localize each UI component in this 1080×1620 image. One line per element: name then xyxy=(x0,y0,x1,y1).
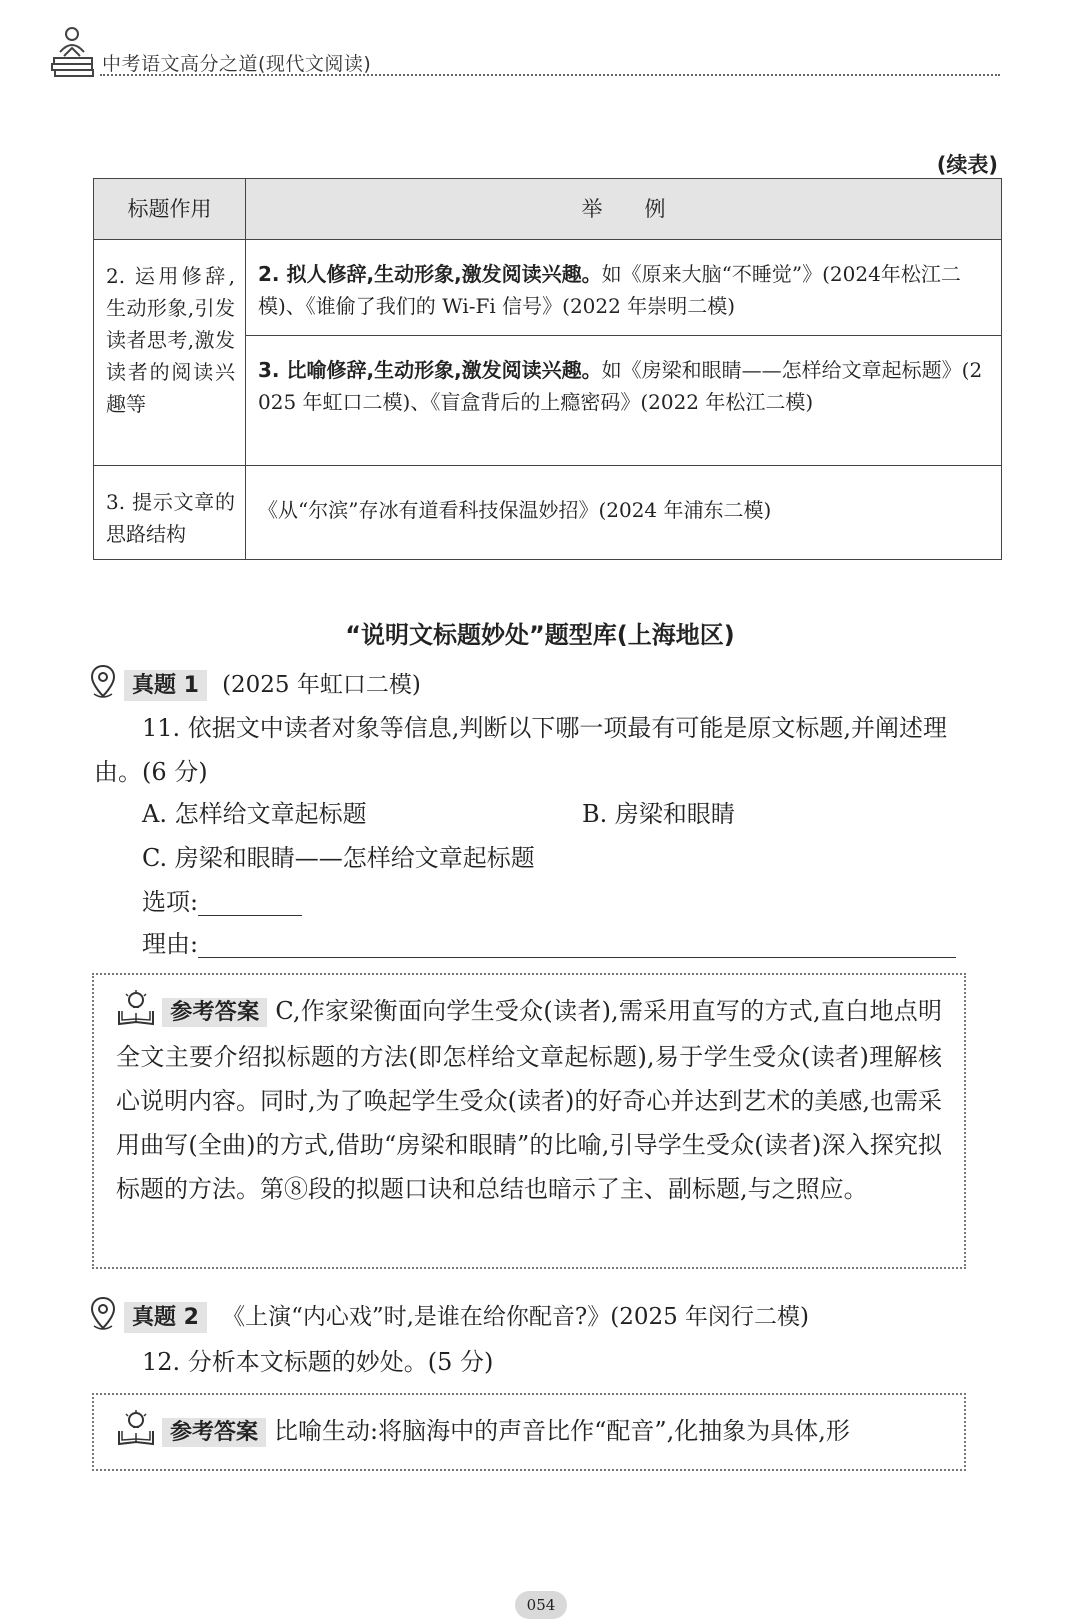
choice-blank[interactable] xyxy=(198,887,302,916)
choice-line xyxy=(142,880,302,924)
example-cell-metaphor xyxy=(246,336,1002,466)
question-tag: 真题 2 xyxy=(124,1302,207,1333)
answer-1-paragraph xyxy=(116,989,942,1211)
answer-text: 比喻生动:将脑海中的声音比作“配音”,化抽象为具体,形 xyxy=(274,1417,850,1445)
location-pin-icon xyxy=(90,664,116,700)
answer-2-paragraph xyxy=(116,1409,942,1455)
question-source: 《上演“内心戏”时,是谁在给你配音?》(2025 年闵行二模) xyxy=(222,1304,810,1330)
example-text: 如《房梁和眼睛——怎样给文章起标题》(2025 年虹口二模)、《盲盒背后的上瘾密码》(2022 年松江二模) xyxy=(258,358,983,414)
question-11-text: 11. 依据文中读者对象等信息,判断以下哪一项最有可能是原文标题,并阐述理由。(6 分) xyxy=(94,714,948,786)
continued-table-label: (续表) xyxy=(936,153,998,177)
example-cell-structure: 《从“尔滨”存冰有道看科技保温妙招》(2024 年浦东二模) xyxy=(246,466,1002,560)
table-row xyxy=(94,240,1002,336)
running-header-title: 中考语文高分之道(现代文阅读) xyxy=(102,53,372,75)
question-source: (2025 年虹口二模) xyxy=(222,672,421,698)
section-title: “说明文标题妙处”题型库(上海地区) xyxy=(345,621,735,649)
col-header-example: 举 例 xyxy=(246,179,1002,240)
answer-box-1 xyxy=(92,973,966,1269)
example-text: 如《原来大脑“不睡觉”》(2024年松江二模)、《谁偷了我们的 Wi-Fi 信号》(2022 年崇明二模) xyxy=(258,262,961,318)
answer-box-2 xyxy=(92,1393,966,1471)
reading-person-books-icon xyxy=(50,26,96,78)
question-tag: 真题 1 xyxy=(124,670,207,701)
option-c: C. 房梁和眼睛——怎样给文章起标题 xyxy=(142,844,535,872)
reason-line xyxy=(142,922,956,966)
example-cell-personification xyxy=(246,240,1002,336)
example-bold-heading: 3. 比喻修辞,生动形象,激发阅读兴趣。 xyxy=(258,358,602,382)
reason-label: 理由: xyxy=(142,930,199,958)
page-number: 054 xyxy=(515,1591,567,1619)
function-cell-structure: 3. 提示文章的思路结构 xyxy=(94,466,246,560)
reason-blank[interactable] xyxy=(198,929,956,958)
lightbulb-book-icon xyxy=(116,1409,156,1447)
table-row xyxy=(94,466,1002,560)
function-cell-rhetoric: 2. 运用修辞,生动形象,引发读者思考,激发读者的阅读兴趣等 xyxy=(94,240,246,466)
example-bold-heading: 2. 拟人修辞,生动形象,激发阅读兴趣。 xyxy=(258,262,602,286)
answer-tag: 参考答案 xyxy=(162,1418,266,1447)
question-2-header xyxy=(124,1298,809,1331)
table-header-row xyxy=(94,179,1002,240)
lightbulb-book-icon xyxy=(116,989,156,1027)
col-header-function: 标题作用 xyxy=(94,179,246,240)
title-function-table xyxy=(93,178,1002,560)
question-12-text: 12. 分析本文标题的妙处。(5 分) xyxy=(142,1348,494,1376)
option-a: A. 怎样给文章起标题 xyxy=(142,800,367,828)
answer-tag: 参考答案 xyxy=(162,998,267,1027)
question-1-header xyxy=(124,666,421,699)
answer-text: C,作家梁衡面向学生受众(读者),需采用直写的方式,直白地点明全文主要介绍拟标题的方法(即怎样给文章起标题),易于学生受众(读者)理解核心说明内容。同时,为了唤起学生受众(读者)的好奇心并达到艺术的美感,也需采用曲写(全曲)的方式,借助“房梁和眼睛”的比喻,引导学生受众(读者)深入探究拟标题的方法。第⑧段的拟题口诀和总结也暗示了主、副标题,与之照应。 xyxy=(116,997,942,1203)
option-b: B. 房梁和眼睛 xyxy=(582,800,735,828)
choice-label: 选项: xyxy=(142,888,199,916)
location-pin-icon xyxy=(90,1296,116,1332)
header-dotted-rule xyxy=(100,74,1000,76)
